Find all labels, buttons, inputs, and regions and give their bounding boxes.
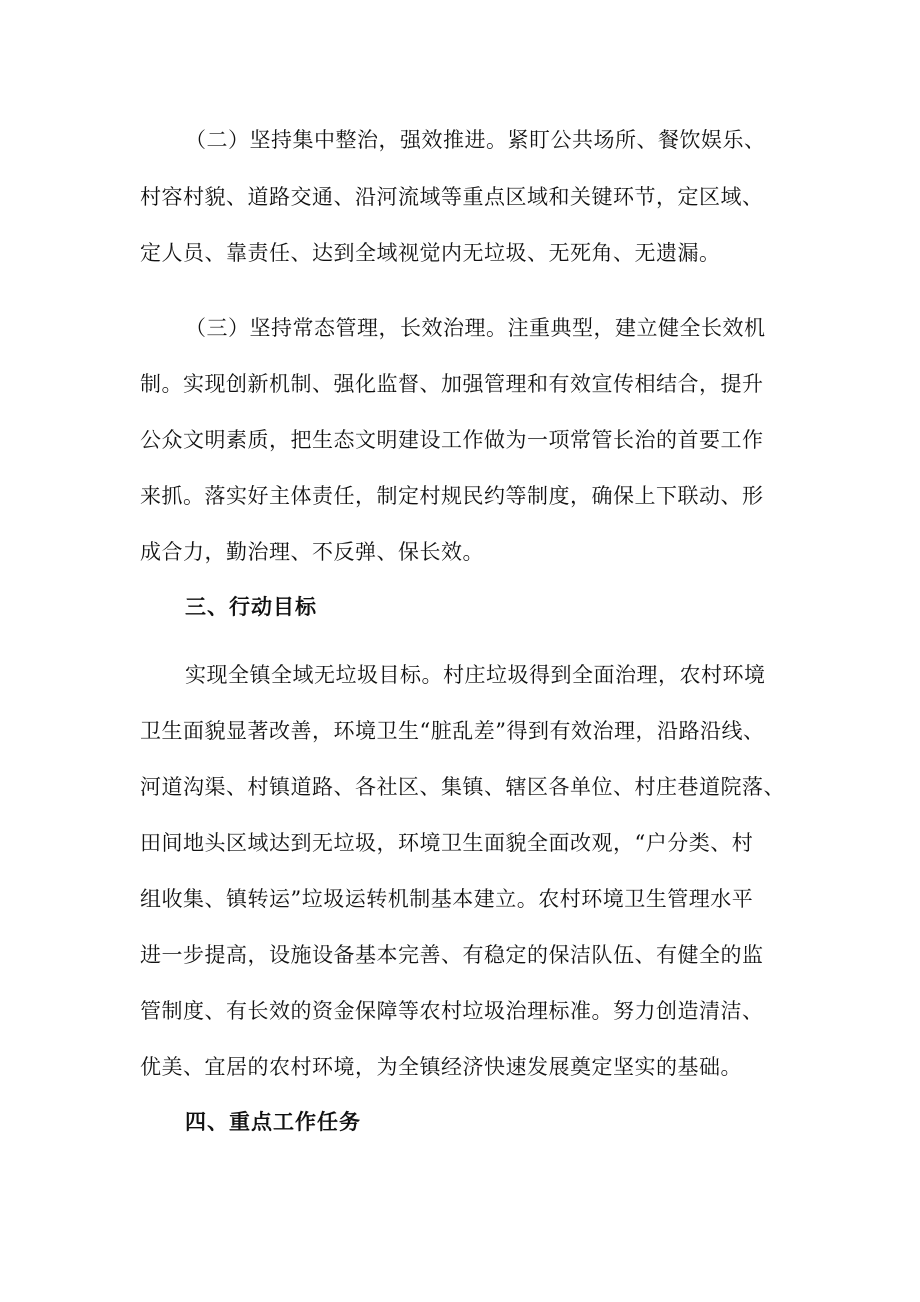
- goals-line-1: 实现全镇全域无垃圾目标。村庄垃圾得到全面治理，农村环境: [185, 663, 766, 687]
- paragraph-3-line-1: （三）坚持常态管理，长效治理。注重典型，建立健全长效机: [185, 316, 766, 340]
- goals-line-2: 卫生面貌显著改善，环境卫生“脏乱差”得到有效治理，沿路沿线、: [140, 719, 765, 743]
- section-4-heading: 四、重点工作任务: [185, 1110, 361, 1134]
- paragraph-3-line-4: 来抓。落实好主体责任，制定村规民约等制度，确保上下联动、形: [140, 484, 764, 508]
- goals-line-5: 组收集、镇转运”垃圾运转机制基本建立。农村环境卫生管理水平: [140, 887, 754, 911]
- paragraph-2-line-2: 村容村貌、道路交通、沿河流域等重点区域和关键环节，定区域、: [140, 185, 764, 209]
- goals-line-3: 河道沟渠、村镇道路、各社区、集镇、辖区各单位、村庄巷道院落、: [140, 775, 785, 799]
- paragraph-2-line-1: （二）坚持集中整治，强效推进。紧盯公共场所、餐饮娱乐、: [185, 128, 766, 152]
- paragraph-3-line-2: 制。实现创新机制、强化监督、加强管理和有效宣传相结合，提升: [140, 372, 764, 396]
- goals-line-8: 优美、宜居的农村环境，为全镇经济快速发展奠定坚实的基础。: [140, 1055, 742, 1079]
- paragraph-3-line-3: 公众文明素质，把生态文明建设工作做为一项常管长治的首要工作: [140, 428, 764, 452]
- paragraph-2-line-3: 定人员、靠责任、达到全域视觉内无垃圾、无死角、无遗漏。: [140, 241, 721, 265]
- section-3-heading: 三、行动目标: [185, 595, 317, 619]
- paragraph-3-line-5: 成合力，勤治理、不反弹、保长效。: [140, 540, 484, 564]
- goals-line-6: 进一步提高，设施设备基本完善、有稳定的保洁队伍、有健全的监: [140, 943, 764, 967]
- goals-line-7: 管制度、有长效的资金保障等农村垃圾治理标准。努力创造清洁、: [140, 999, 764, 1023]
- goals-line-4: 田间地头区域达到无垃圾，环境卫生面貌全面改观，“户分类、村: [140, 831, 754, 855]
